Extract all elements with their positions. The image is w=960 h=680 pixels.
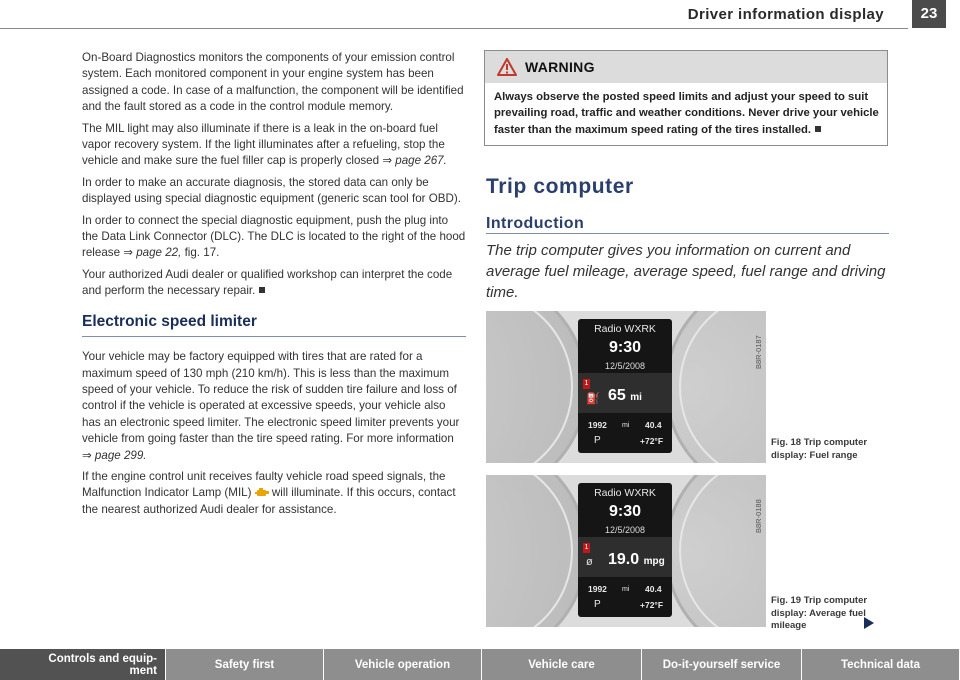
page-header [0,0,960,30]
figure-code [752,317,764,377]
tab-controls-and-equipment[interactable] [0,649,166,680]
mil-engine-icon [255,488,269,497]
warning-header [485,51,887,83]
display-date: 12/5/2008 [604,361,646,371]
memory-flag: 1 [584,380,589,387]
tab-label: Controls and equip- [48,652,157,665]
subheading-introduction: Introduction [486,215,585,232]
paragraph-dlc [82,213,466,262]
figure-average-mileage [486,475,766,627]
end-of-section-icon [815,126,821,132]
tab-label: ment [129,664,157,677]
subheading-rule [486,233,889,234]
figure-code-text: B8R-0187 [754,335,763,369]
figure-caption: Fig. 19 Trip computer display: Average fuel mileage [771,595,868,631]
trip-display [578,319,672,453]
page-number-badge: 23 [912,0,946,28]
value-number: 65 [608,387,626,404]
warning-triangle-icon [497,58,517,76]
page-title: Driver information display [687,6,884,23]
gear-indicator: P [594,435,601,446]
end-of-section-icon [259,287,265,293]
section-tabs [0,649,960,680]
section-heading-trip-computer: Trip computer [486,175,634,198]
header-rule [0,28,908,29]
tab-safety-first[interactable]: Safety first [166,649,324,680]
odometer-unit: mi [622,422,630,429]
warning-text [485,83,887,145]
paragraph-obd: On-Board Diagnostics monitors the components of your emission control system. Each monitored component in your engine system has been assigned a code. In case of a malfunction, the component will be identified and the fault stored as a code in the control module memory. [82,51,464,114]
trip-odometer: 40.4 [645,584,662,594]
odometer-unit: mi [622,586,630,593]
odometer: 1992 [588,584,607,594]
value-unit: mi [630,392,642,403]
value-unit: mpg [643,556,665,567]
left-column [82,50,466,523]
paragraph-mil-leak [82,121,466,170]
radio-station: Radio WXRK [594,487,656,499]
radio-station: Radio WXRK [594,323,656,335]
paragraph-faulty-signal [82,469,466,518]
gear-indicator: P [594,599,601,610]
paragraph-text: Your vehicle may be factory equipped with tires that are rated for a maximum speed of 130 mph (210 km/h). This is less than the maximum speed of your vehicle. To reduce the risk of sudden tire failure and loss of control if the vehicle is operated at excessive speeds, your vehicle also has an electronic speed limiter. The electronic speed limiter prevents your vehicle from going faster than the tire speed rating. For more information [82,350,460,446]
warning-body-text: Always observe the posted speed limits and adjust your speed to suit prevailing road, traffic and weather conditions. Never drive your vehicle faster than the maximum speed rating of the tires installed. [494,91,879,136]
figure-code-text: B8R-0188 [754,499,763,533]
warning-title: WARNING [525,59,595,75]
trip-odometer: 40.4 [645,420,662,430]
value-number: 19.0 [608,551,640,568]
section-heading-speed-limiter: Electronic speed limiter [82,314,466,337]
paragraph-text: will illuminate. If this occurs, contact the nearest authorized Audi dealer for assistance. [82,486,456,516]
page-22-link[interactable]: ⇒ page 22, [123,246,182,260]
trip-value [608,551,665,569]
tab-do-it-yourself-service[interactable]: Do-it-yourself service [642,649,802,680]
tab-vehicle-operation[interactable]: Vehicle operation [324,649,482,680]
average-icon: ø [586,556,593,568]
tab-vehicle-care[interactable]: Vehicle care [482,649,642,680]
page-267-link[interactable]: ⇒ page 267. [382,154,447,168]
outside-temperature: +72°F [640,600,664,610]
odometer: 1992 [588,420,607,430]
fuel-pump-icon: ⛽ [586,393,600,405]
memory-flag: 1 [584,544,589,551]
figure-code [752,481,764,541]
clock-time: 9:30 [608,339,642,356]
paragraph-speed-limiter [82,349,466,464]
paragraph-text: If the engine control unit receives faulty vehicle road speed signals, the Malfunction Indicator Lamp (MIL) [82,469,446,500]
trip-value [608,387,642,405]
figure-caption: Fig. 18 Trip computer display: Fuel range [771,437,868,461]
figure-fuel-range [486,311,766,463]
page-299-link[interactable]: ⇒ page 299. [82,448,147,462]
warning-box [484,50,888,146]
paragraph-text: Your authorized Audi dealer or qualified workshop can interpret the code and perform the necessary repair. [82,267,453,298]
clock-time: 9:30 [608,503,642,520]
tab-technical-data[interactable]: Technical data [802,649,960,680]
outside-temperature: +72°F [640,436,664,446]
paragraph-dealer [82,267,466,300]
paragraph-text: The MIL light may also illuminate if there is a leak in the on-board fuel vapor recovery system. If the light illuminates after a refueling, stop the vehicle and make sure the fuel filler cap is properly closed [82,121,445,168]
continue-arrow-icon[interactable] [864,617,874,629]
intro-paragraph: The trip computer gives you information on current and average fuel mileage, average speed, fuel range and driving time. [486,242,886,301]
paragraph-text: fig. 17. [181,246,220,260]
paragraph-text: In order to connect the special diagnostic equipment, push the plug into the Data Link Connector (DLC). The DLC is located to the right of the hood release [82,213,466,260]
paragraph-diagnosis: In order to make an accurate diagnosis, the stored data can only be displayed using special diagnostic equipment (generic scan tool for OBD). [82,175,461,206]
trip-display [578,483,672,617]
display-date: 12/5/2008 [604,525,646,535]
